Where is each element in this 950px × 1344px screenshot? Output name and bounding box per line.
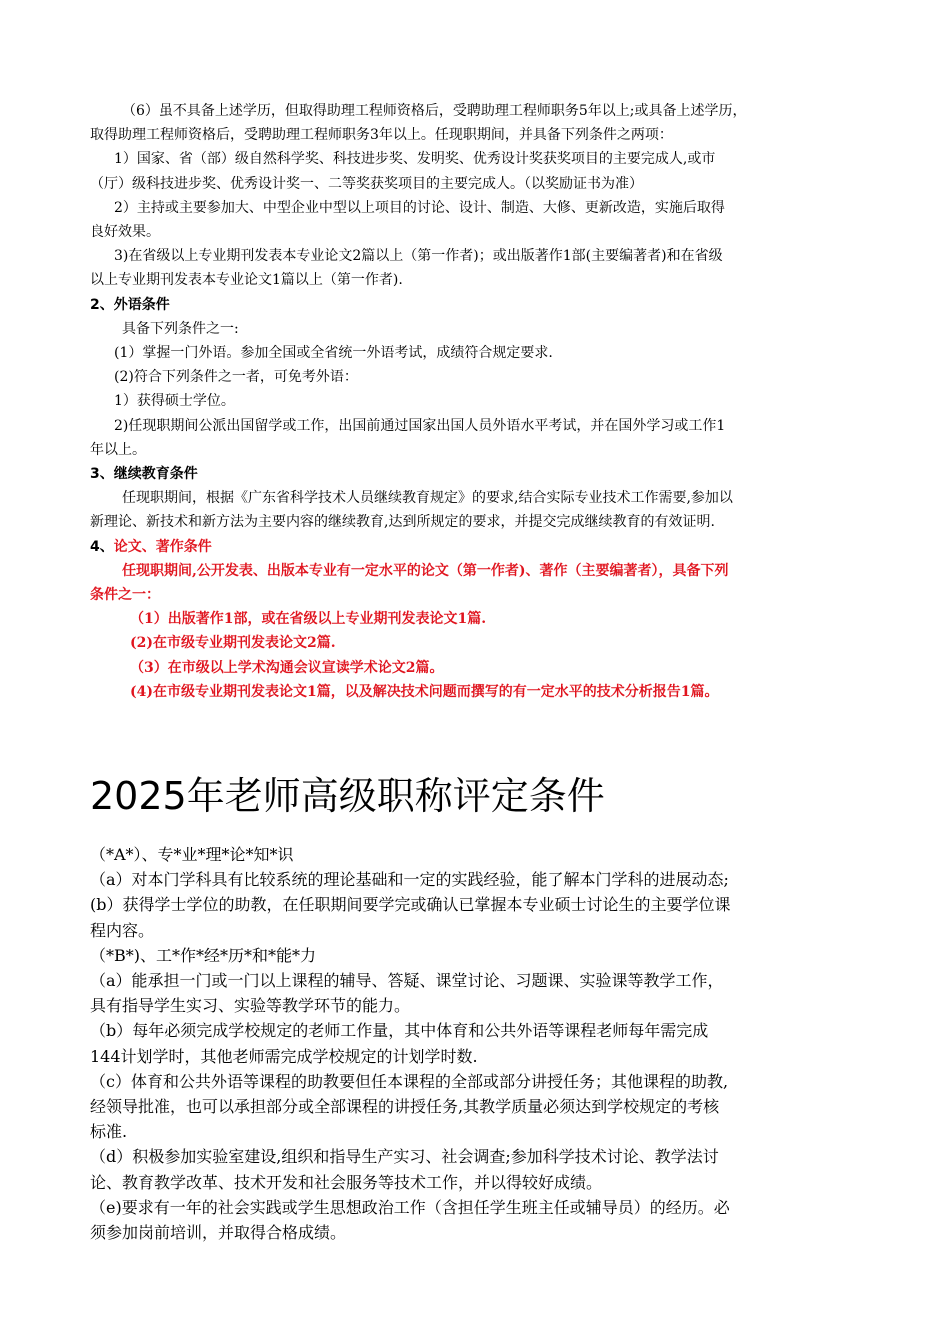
paragraph-line: 经领导批准，也可以承担部分或全部课程的讲授任务,其教学质量必须达到学校规定的考核	[90, 1097, 720, 1117]
paragraph-line: （*A*）、专*业*理*论*知*识	[90, 845, 294, 864]
paragraph-line: (b）获得学士学位的助教，在任职期间要学完或确认已掌握本专业硕士讨论生的主要学位课	[90, 895, 731, 915]
paragraph-line: (1）掌握一门外语。参加全国或全省统一外语考试，成绩符合规定要求.	[114, 345, 553, 362]
paragraph-line: 年以上。	[90, 441, 146, 458]
highlight-line: 条件之一：	[90, 587, 160, 604]
paragraph-line: 论、教育教学改革、技术开发和社会服务等技术工作，并以得较好成绩。	[90, 1172, 603, 1192]
paragraph-line: 取得助理工程师资格后，受聘助理工程师职务3年以上。任现职期间，并具备下列条件之两项：	[90, 127, 673, 144]
paragraph-line: 具有指导学生实习、实验等教学环节的能力。	[90, 996, 411, 1016]
paragraph-line: 144计划学时，其他老师需完成学校规定的计划学时数.	[90, 1046, 478, 1066]
highlight-line: （1）出版著作1部，或在省级以上专业期刊发表论文1篇.	[130, 611, 487, 628]
highlight-line: (2)在市级专业期刊发表论文2篇.	[130, 635, 336, 652]
paragraph-line: 2)任现职期间公派出国留学或工作，出国前通过国家出国人员外语水平考试，并在国外学习或工作1	[114, 417, 726, 434]
paragraph-line: 良好效果。	[90, 224, 160, 241]
paragraph-line: 须参加岗前培训，并取得合格成绩。	[90, 1223, 347, 1243]
paragraph-line: 1）国家、省（部）级自然科学奖、科技进步奖、发明奖、优秀设计奖获奖项目的主要完成人,或市	[114, 151, 716, 168]
paragraph-line: （a）对本门学科具有比较系统的理论基础和一定的实践经验，能了解本门学科的进展动态;	[90, 870, 729, 890]
paragraph-line: （a）能承担一门或一门以上课程的辅导、答疑、课堂讨论、习题课、实验课等教学工作，	[90, 971, 724, 991]
paragraph-line: (2)符合下列条件之一者，可免考外语：	[114, 369, 358, 386]
lower-section	[90, 842, 880, 1245]
paragraph-line: 以上专业期刊发表本专业论文1篇以上（第一作者).	[90, 272, 403, 289]
paragraph-line: （e)要求有一年的社会实践或学生思想政治工作（含担任学生班主任或辅导员）的经历。必	[90, 1197, 730, 1217]
heading-number: 4、	[90, 538, 114, 555]
section-heading-continuing-education: 3、继续教育条件	[90, 466, 198, 483]
heading-text: 论文、著作条件	[113, 538, 212, 555]
paragraph-line: 2）主持或主要参加大、中型企业中型以上项目的讨论、设计、制造、大修、更新改造，实施后取得	[114, 199, 725, 216]
paragraph-line: （b）每年必须完成学校规定的老师工作量，其中体育和公共外语等课程老师每年需完成	[90, 1021, 709, 1041]
section-heading-foreign-language: 2、外语条件	[90, 296, 170, 313]
section-heading-papers	[90, 535, 862, 559]
paragraph-line: 1）获得硕士学位。	[114, 393, 235, 410]
paragraph-line: 标准.	[90, 1122, 128, 1142]
paragraph-line: 任现职期间，根据《广东省科学技术人员继续教育规定》的要求,结合实际专业技术工作需要,参加以	[122, 490, 733, 507]
highlight-line: 任现职期间,公开发表、出版本专业有一定水平的论文（第一作者)、著作（主要编著者），具备下列	[122, 562, 729, 579]
page-title: 2025年老师高级职称评定条件	[90, 774, 605, 818]
paragraph-line: 3)在省级以上专业期刊发表本专业论文2篇以上（第一作者)；或出版著作1部(主要编著者)和在省级	[114, 248, 723, 265]
highlight-line: (4)在市级专业期刊发表论文1篇，以及解决技术问题而撰写的有一定水平的技术分析报告1篇。	[130, 683, 719, 700]
upper-section	[90, 99, 862, 704]
paragraph-line: （6）虽不具备上述学历，但取得助理工程师资格后，受聘助理工程师职务5年以上;或具备上述学历，	[122, 103, 747, 119]
paragraph-line: （c）体育和公共外语等课程的助教要但任本课程的全部或部分讲授任务；其他课程的助教,	[90, 1071, 729, 1091]
paragraph-line: 新理论、新技术和新方法为主要内容的继续教育,达到所规定的要求，并提交完成继续教育的有效证明.	[90, 514, 715, 531]
paragraph-line: 具备下列条件之一:	[122, 320, 239, 337]
paragraph-line: （厅）级科技进步奖、优秀设计奖一、二等奖获奖项目的主要完成人。（以奖励证书为准）	[90, 175, 643, 192]
highlight-line: （3）在市级以上学术沟通会议宣读学术论文2篇。	[130, 659, 444, 676]
paragraph-line: （*B*)、工*作*经*历*和*能*力	[90, 945, 317, 965]
paragraph-line: （d）积极参加实验室建设,组织和指导生产实习、社会调查;参加科学技术讨论、教学法讨	[90, 1147, 719, 1167]
paragraph-line: 程内容。	[90, 920, 155, 940]
